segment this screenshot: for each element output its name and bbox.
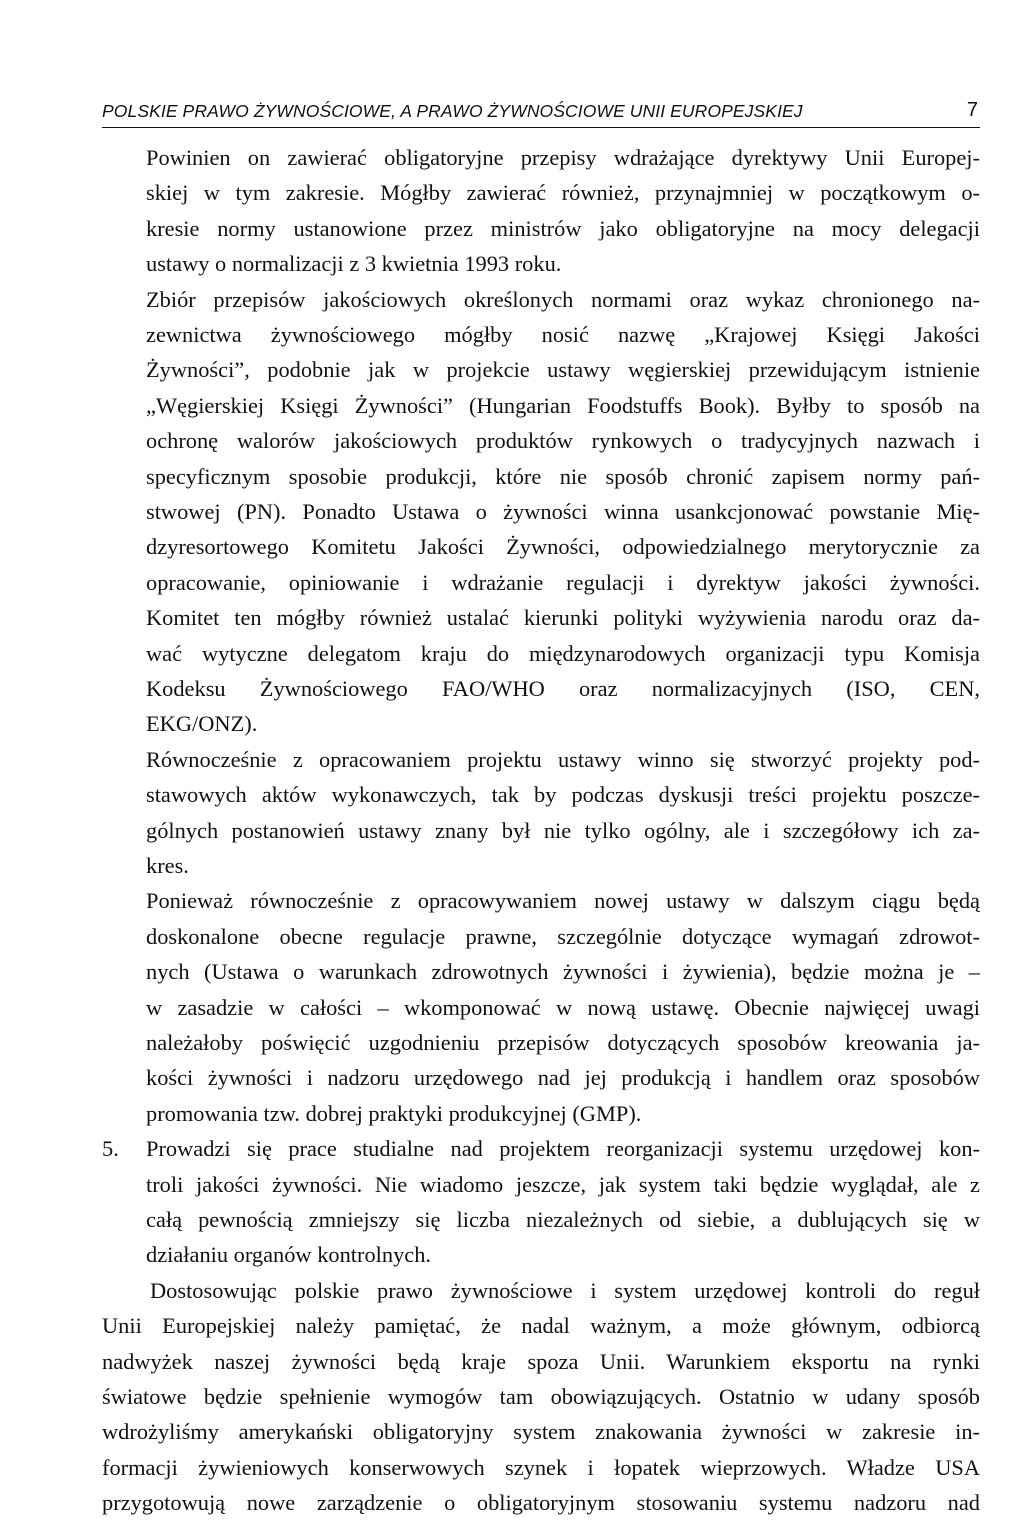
text-line: wać wytyczne delegatom kraju do międzynarodowych organizacji typu Komisja [146,640,980,666]
text-line: specyficznym sposobie produkcji, które nie sposób chronić zapisem normy pań- [146,463,980,489]
text-line: Prowadzi się prace studialne nad projektem reorganizacji systemu urzędowej kon- [146,1136,980,1162]
text-line: nadwyżek naszej żywności będą kraje spoza Unii. Warunkiem eksportu na rynki [102,1348,980,1374]
text-line: nych (Ustawa o warunkach zdrowotnych żywności i żywienia), będzie można je – [146,959,980,985]
text-line: całą pewnością zmniejszy się liczba niezależnych od siebie, a dublujących się w [146,1207,980,1232]
text-line: Dostosowując polskie prawo żywnościowe i system urzędowej kontroli do reguł [150,1277,980,1303]
text-line: opracowanie, opiniowanie i wdrażanie regulacji i dyrektyw jakości żywności. [146,569,980,595]
text-line: kresie normy ustanowione przez ministrów jako obligatoryjne na mocy delegacji [146,215,980,241]
text-line: kres. [146,853,189,878]
text-line: światowe będzie spełnienie wymogów tam obowiązujących. Ostatnio w udany sposób [102,1384,980,1409]
text-line: EKG/ONZ). [146,711,258,737]
text-line: w zasadzie w całości – wkomponować w nową ustawę. Obecnie najwięcej uwagi [146,994,980,1020]
text-line: Zbiór przepisów jakościowych określonych normami oraz wykaz chronionego na- [146,286,980,312]
text-line: formacji żywieniowych konserwowych szynek i łopatek wieprzowych. Władze USA [102,1454,980,1480]
text-line: kości żywności i nadzoru urzędowego nad jej produkcją i handlem oraz sposobów [146,1065,980,1091]
text-line: wdrożyliśmy amerykański obligatoryjny system znakowania żywności w zakresie in- [102,1419,980,1445]
text-line: ustawy o normalizacji z 3 kwietnia 1993 roku. [146,251,562,277]
text-line: należałoby poświęcić uzgodnieniu przepisów dotyczących sposobów kreowania ja- [146,1030,980,1055]
text-line: Ponieważ równocześnie z opracowywaniem nowej ustawy w dalszym ciągu będą [146,888,980,914]
text-line: dzyresortowego Komitetu Jakości Żywności, odpowiedzialnego merytorycznie za [146,534,980,560]
text-line: troli jakości żywności. Nie wiadomo jeszcze, jak system taki będzie wyglądał, ale z [146,1171,980,1197]
text-line: gólnych postanowień ustawy znany był nie tylko ogólny, ale i szczegółowy ich za- [146,817,980,843]
text-line: Powinien on zawierać obligatoryjne przepisy wdrażające dyrektywy Unii Europej- [146,145,980,170]
text-line: zewnictwa żywnościowego mógłby nosić nazwę „Krajowej Księgi Jakości [146,322,980,347]
text-line: Żywności”, podobnie jak w projekcie ustawy węgierskiej przewidującym istnienie [146,357,980,383]
text-line: doskonalone obecne regulacje prawne, szczególnie dotyczące wymagań zdrowot- [146,923,980,949]
text-line: działaniu organów kontrolnych. [146,1242,431,1268]
running-header [102,97,980,128]
text-line: Równocześnie z opracowaniem projektu ustawy winno się stworzyć projekty pod- [146,746,980,772]
list-marker: 5. [102,1136,119,1162]
text-line: promowania tzw. dobrej praktyki produkcyjnej (GMP). [146,1100,642,1126]
text-line: Unii Europejskiej należy pamiętać, że nadal ważnym, a może głównym, odbiorcą [102,1313,980,1339]
text-line: Komitet ten mógłby również ustalać kierunki polityki wyżywienia narodu oraz da- [146,605,980,631]
text-line: skiej w tym zakresie. Mógłby zawierać również, przynajmniej w początkowym o- [146,180,980,206]
text-line: stawowych aktów wykonawczych, tak by podczas dyskusji treści projektu poszcze- [146,782,980,808]
text-line: Kodeksu Żywnościowego FAO/WHO oraz normalizacyjnych (ISO, CEN, [146,676,980,701]
text-line: ochronę walorów jakościowych produktów rynkowych o tradycyjnych nazwach i [146,428,980,454]
running-title: POLSKIE PRAWO ŻYWNOŚCIOWE, A PRAWO ŻYWNOŚCIOWE UNII EUROPEJSKIEJ [102,101,803,121]
page-number: 7 [966,99,978,121]
text-line: stwowej (PN). Ponadto Ustawa o żywności winna usankcjonować powstanie Mię- [146,499,980,524]
text-line: „Węgierskiej Księgi Żywności” (Hungarian Foodstuffs Book). Byłby to sposób na [146,392,980,418]
text-line: przygotowują nowe zarządzenie o obligatoryjnym stosowaniu systemu nadzoru nad [102,1490,980,1516]
